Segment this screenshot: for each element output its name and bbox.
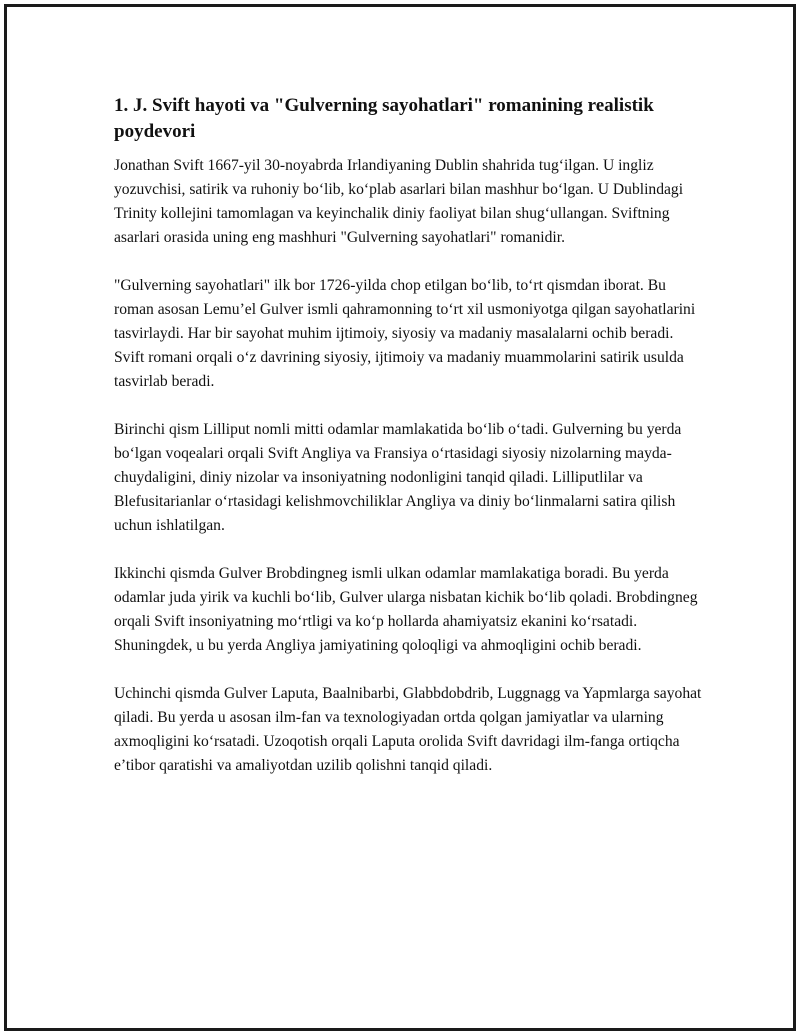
paragraph-part-one: Birinchi qism Lilliput nomli mitti odamlar mamlakatida bo‘lib o‘tadi. Gulverning bu yerda bo‘lgan voqealari orqali Svift Angliya va Fransiya o‘rtasidagi siyosiy nizolarning mayda-chuydaligini, diniy nizolar va insoniyatning nodonligini tanqid qiladi. Lilliputlilar va Blefusitarianlar o‘rtasidagi kelishmovchiliklar Angliya va diniy bo‘linmalarni satira qilish uchun ishlatilgan. [114, 421, 682, 534]
paragraph-part-two: Ikkinchi qismda Gulver Brobdingneg ismli ulkan odamlar mamlakatiga boradi. Bu yerda odamlar juda yirik va kuchli bo‘lib, Gulver ularga nisbatan kichik bo‘lib qoladi. Brobdingneg orqali Svift insoniyatning mo‘rtligi va ko‘p hollarda ahamiyatsiz ekanini ko‘rsatadi. Shuningdek, u bu yerda Angliya jamiyatining qoloqligi va ahmoqligini ochib beradi. [114, 565, 698, 654]
paragraph-novel-overview: "Gulverning sayohatlari" ilk bor 1726-yilda chop etilgan bo‘lib, to‘rt qismdan iborat. Bu roman asosan Lemu’el Gulver ismli qahramonning to‘rt xil usmoniyotga qilgan sayohatlarini tasvirlaydi. Har bir sayohat muhim ijtimoiy, siyosiy va madaniy masalalarni ochib beradi. Svift romani orqali o‘z davrining siyosiy, ijtimoiy va madaniy muammolarini satirik usulda tasvirlab beradi. [114, 277, 696, 390]
paragraph-part-three: Uchinchi qismda Gulver Laputa, Baalnibarbi, Glabbdobdrib, Luggnagg va Yapmlarga sayohat qiladi. Bu yerda u asosan ilm-fan va texnologiyadan ortda qolgan jamiyatlar va ularning axmoqligini ko‘rsatadi. Uzoqotish orqali Laputa orolida Svift davridagi ilm-fanga ortiqcha e’tibor qaratishi va amaliyotdan uzilib qolishni tanqid qiladi. [114, 685, 702, 774]
paragraph-biography: Jonathan Svift 1667-yil 30-noyabrda Irlandiyaning Dublin shahrida tug‘ilgan. U ingliz yozuvchisi, satirik va ruhoniy bo‘lib, ko‘plab asarlari bilan mashhur bo‘lgan. U Dublindagi Trinity kollejini tamomlagan va keyinchalik diniy faoliyat bilan shug‘ullangan. Sviftning asarlari orasida uning eng mashhuri "Gulverning sayohatlari" romanidir. [114, 157, 684, 246]
document-body [114, 93, 704, 802]
document-title: 1. J. Svift hayoti va "Gulverning sayohatlari" romanining realistik poydevori [114, 95, 654, 142]
